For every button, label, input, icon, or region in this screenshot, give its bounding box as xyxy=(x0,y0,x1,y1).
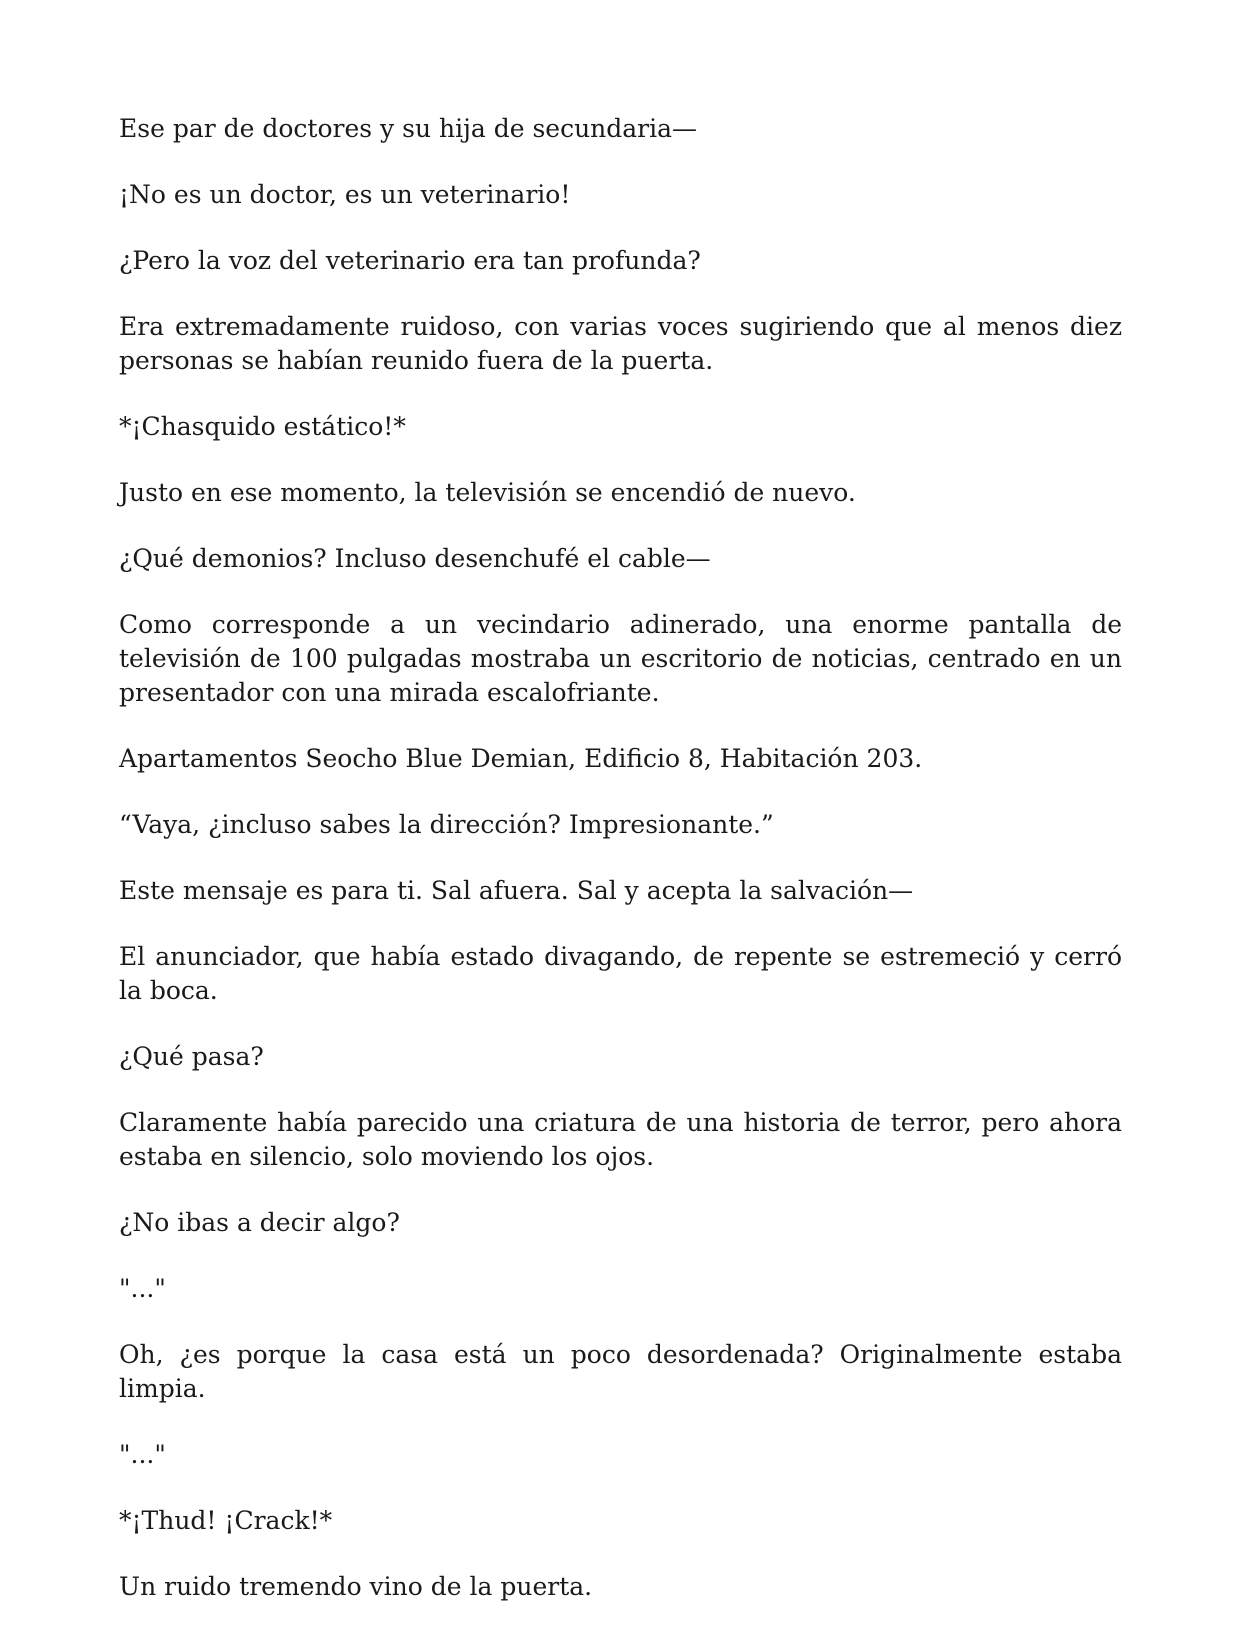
paragraph: ¿Pero la voz del veterinario era tan profunda? xyxy=(119,246,701,275)
paragraph: Claramente había parecido una criatura de una historia de terror, pero ahora estaba en silencio, solo moviendo los ojos. xyxy=(119,1108,1122,1171)
paragraph: ¿Qué pasa? xyxy=(119,1042,264,1071)
paragraph: Era extremadamente ruidoso, con varias voces sugiriendo que al menos diez personas se habían reunido fuera de la puerta. xyxy=(119,312,1122,375)
paragraph: Apartamentos Seocho Blue Demian, Edificio 8, Habitación 203. xyxy=(119,744,923,773)
paragraph: Un ruido tremendo vino de la puerta. xyxy=(119,1572,593,1601)
paragraph: "..." xyxy=(119,1274,166,1303)
paragraph: Este mensaje es para ti. Sal afuera. Sal y acepta la salvación— xyxy=(119,876,914,905)
paragraph: ¡No es un doctor, es un veterinario! xyxy=(119,180,571,209)
paragraph: *¡Chasquido estático!* xyxy=(119,412,406,441)
paragraph: Ese par de doctores y su hija de secundaria— xyxy=(119,114,698,143)
paragraph: *¡Thud! ¡Crack!* xyxy=(119,1506,333,1535)
paragraph: "..." xyxy=(119,1440,166,1469)
paragraph: “Vaya, ¿incluso sabes la dirección? Impresionante.” xyxy=(119,810,774,839)
paragraph: El anunciador, que había estado divagando, de repente se estremeció y cerró la boca. xyxy=(119,942,1122,1005)
paragraph: ¿Qué demonios? Incluso desenchufé el cable— xyxy=(119,544,711,573)
body-text xyxy=(119,112,1122,1636)
paragraph: ¿No ibas a decir algo? xyxy=(119,1208,400,1237)
paragraph: Como corresponde a un vecindario adinerado, una enorme pantalla de televisión de 100 pulgadas mostraba un escritorio de noticias, centrado en un presentador con una mirada escalofriante. xyxy=(119,610,1122,707)
paragraph: Justo en ese momento, la televisión se encendió de nuevo. xyxy=(119,478,856,507)
paragraph: Oh, ¿es porque la casa está un poco desordenada? Originalmente estaba limpia. xyxy=(119,1340,1122,1403)
